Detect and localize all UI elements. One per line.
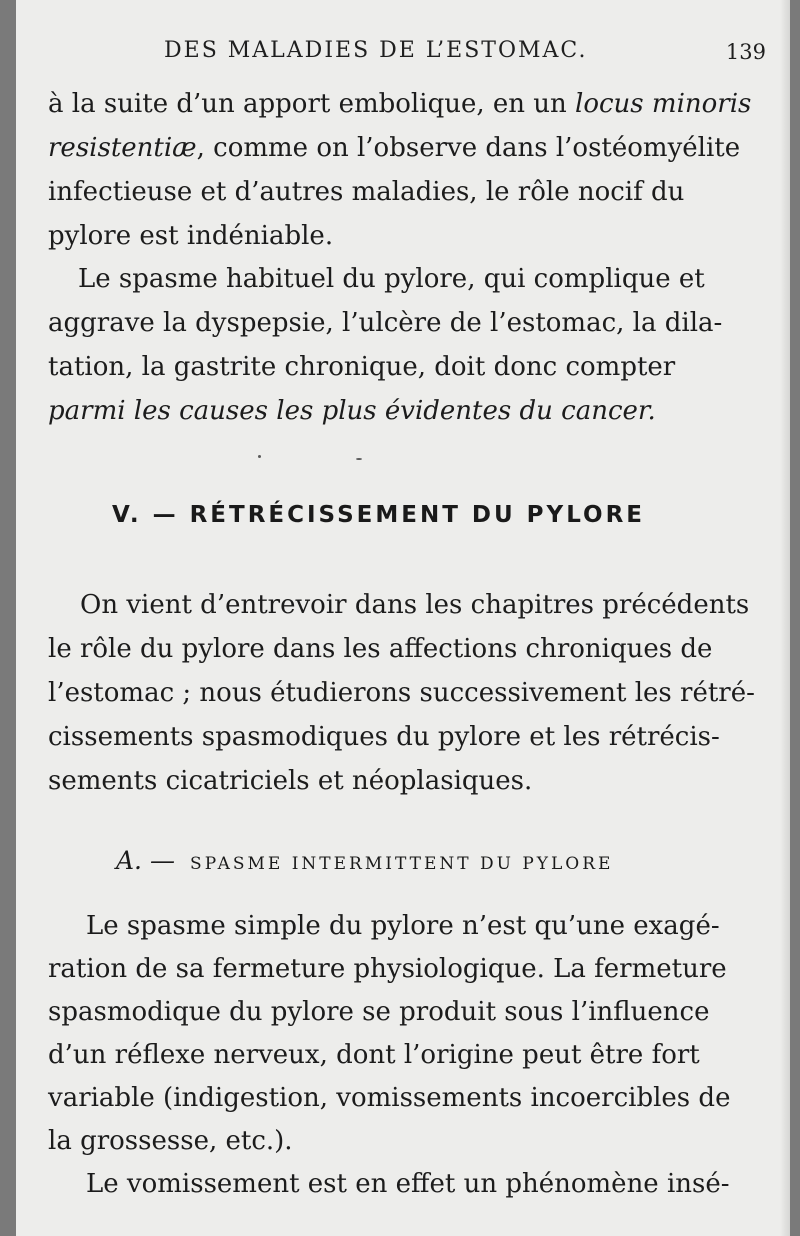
line-text: d’un réflexe nerveux, dont l’origine peut être fort	[48, 1040, 700, 1070]
line-text: cissements spasmodiques du pylore et les rétrécis-	[48, 722, 720, 752]
line-text: tation, la gastrite chronique, doit donc compter	[48, 352, 676, 382]
line-text: le rôle du pylore dans les affections chroniques de	[48, 634, 713, 664]
line-text: spasmodique du pylore se produit sous l’influence	[48, 997, 710, 1027]
book-page	[16, 0, 790, 1236]
paragraph-1-line-1	[48, 88, 760, 119]
line-text: Le spasme simple du pylore n’est qu’une exagé-	[86, 911, 720, 941]
paragraph-2-line-2	[48, 307, 722, 338]
line-text: resistentiæ, comme on l’observe dans l’ostéomyélite	[48, 133, 741, 163]
line-text: aggrave la dyspepsie, l’ulcère de l’estomac, la dila-	[48, 308, 723, 338]
paragraph-3-line-3	[48, 677, 755, 708]
paragraph-1-line-2	[48, 132, 760, 163]
line-text: ration de sa fermeture physiologique. La fermeture	[48, 954, 727, 984]
paragraph-4-line-4	[48, 1039, 700, 1070]
section-heading: V. — RÉTRÉCISSEMENT DU PYLORE	[112, 502, 646, 528]
italic-phrase: locus minoris	[575, 89, 752, 119]
paragraph-3-line-5	[48, 765, 532, 796]
line-text: sements cicatriciels et néoplasiques.	[48, 766, 533, 796]
line-text: parmi les causes les plus évidentes du cancer.	[48, 396, 656, 426]
line-text: pylore est indéniable.	[48, 221, 334, 251]
page-edge	[780, 0, 790, 1236]
subsection-title: SPASME INTERMITTENT DU PYLORE	[190, 854, 614, 874]
paragraph-5-line-1	[86, 1168, 730, 1199]
paragraph-2-line-1	[78, 263, 705, 294]
subsection-letter: A. —	[116, 846, 175, 875]
ink-speck	[356, 458, 362, 460]
paragraph-2-line-4	[48, 395, 656, 426]
paragraph-3-line-2	[48, 633, 712, 664]
line-text: On vient d’entrevoir dans les chapitres précédents	[80, 590, 750, 620]
running-head	[16, 38, 790, 74]
italic-phrase: resistentiæ	[48, 133, 197, 163]
paragraph-1-line-3	[48, 176, 760, 207]
paragraph-3-line-1	[80, 589, 749, 620]
paragraph-4-line-3	[48, 996, 709, 1027]
paragraph-1-line-4	[48, 220, 333, 251]
line-text: Le vomissement est en effet un phénomène insé-	[86, 1169, 730, 1199]
line-text: à la suite d’un apport embolique, en un locus minoris	[48, 89, 752, 119]
paragraph-3-line-4	[48, 721, 720, 752]
paragraph-4-line-6	[48, 1125, 293, 1156]
subsection-heading	[116, 846, 613, 875]
paragraph-4-line-5	[48, 1082, 730, 1113]
running-title: DES MALADIES DE L’ESTOMAC.	[164, 38, 588, 63]
line-text: l’estomac ; nous étudierons successivement les rétré-	[48, 678, 755, 708]
line-text: infectieuse et d’autres maladies, le rôle nocif du	[48, 177, 685, 207]
paragraph-4-line-1	[86, 910, 720, 941]
page-number: 139	[725, 40, 766, 64]
paragraph-2-line-3	[48, 351, 675, 382]
line-text: Le spasme habituel du pylore, qui complique et	[78, 264, 705, 294]
paragraph-4-line-2	[48, 953, 727, 984]
line-text: la grossesse, etc.).	[48, 1126, 293, 1156]
ink-speck	[258, 455, 261, 458]
line-text: variable (indigestion, vomissements incoercibles de	[48, 1083, 731, 1113]
